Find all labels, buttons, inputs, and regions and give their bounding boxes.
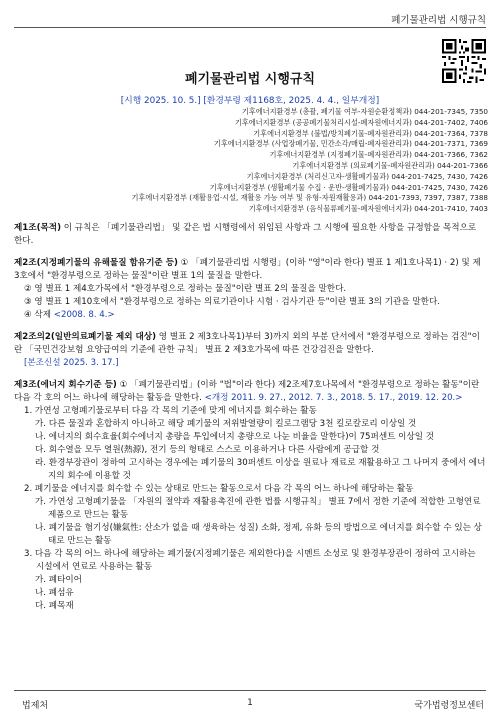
- amendment-history-link[interactable]: <개정 2011. 9. 27., 2012. 7. 3., 2018. 5. 17., 2019. 12. 20.>: [204, 393, 463, 403]
- list-item: 나. 에너지의 회수효율(회수에너지 총량을 투입에너지 총량으로 나눈 비율을 말한다)이 75퍼센트 이상일 것: [35, 432, 435, 442]
- article-text: ① 「폐기물관리법 시행령」(이하 "영"이라 한다) 별표 1 제1호나목1) · 2) 및 제3호에서 "환경부령으로 정하는 물질"이란 별표 1의 물질을 말한다.: [14, 258, 481, 281]
- contact-line: 기후에너지환경부 (불법/방치폐기물-폐자원관리과) 044-201-7364, 7378: [253, 128, 488, 138]
- contact-list: [131, 107, 488, 215]
- list-item: 1. 가연성 고형폐기물로부터 다음 각 목의 기준에 맞게 에너지를 회수하는 활동: [24, 406, 317, 416]
- article-3: [14, 379, 486, 613]
- page-number: 1: [247, 698, 253, 708]
- list-item: 가. 가연성 고형폐기물을 「자원의 절약과 재활용촉진에 관한 법률 시행규칙」 별표 7에서 정한 기준에 적합한 고형연료제품으로 만드는 활동: [35, 497, 481, 520]
- new-provision-note-link[interactable]: [본조신설 2025. 3. 17.]: [24, 358, 119, 368]
- contact-line: 기후에너지환경부 (생활폐기물 수집 · 운반-생활폐기물과) 044-201-7425, 7430, 7426: [209, 182, 488, 192]
- law-body: [14, 222, 486, 622]
- list-item: 3. 다음 각 목의 어느 하나에 해당하는 폐기물(지정폐기물은 제외한다)을 시멘트 소성로 및 환경부장관이 정하여 고시하는 시설에서 연료로 사용하는 활동: [24, 549, 476, 572]
- article-heading: 제3조(에너지 회수기준 등): [14, 380, 117, 390]
- footer-publisher: 국가법령정보센터: [414, 701, 484, 711]
- running-header-title: 폐기물관리법 시행규칙: [391, 15, 486, 26]
- list-item: 나. 폐기물을 혐기성(嫌氣性: 산소가 없을 때 생육하는 성질) 소화, 정제, 유화 등의 방법으로 에너지를 회수할 수 있는 상태로 만드는 활동: [35, 523, 482, 546]
- paragraph: ② 영 별표 1 제4호가목에서 "환경부령으로 정하는 물질"이란 별표 2의 물질을 말한다.: [24, 284, 347, 294]
- article-text: ① 「폐기물관리법」(이하 "법"이라 한다) 제2조제7호나목에서 "환경부령으로 정하는 활동"이란 다음 각 호의 어느 하나에 해당하는 활동을 말한다.: [14, 380, 480, 403]
- contact-line: 기후에너지환경부 (공공폐기물처리시설-폐자원에너지과) 044-201-7402, 7406: [234, 117, 488, 127]
- footer-divider: [14, 690, 486, 691]
- contact-line: 기후에너지환경부 (지정폐기물-폐자원관리과) 044-201-7366, 7362: [269, 150, 488, 160]
- paragraph-text: ④ 삭제: [24, 310, 54, 320]
- list-item: 나. 폐섬유: [35, 588, 74, 598]
- article-heading: 제2조의2(일반의료폐기물 제외 대상): [14, 332, 157, 342]
- article-heading: 제2조(지정폐기물의 유해물질 함유기준 등): [14, 258, 178, 268]
- list-item: 라. 환경부장관이 정하여 고시하는 경우에는 폐기물의 30퍼센트 이상을 원료나 재료로 재활용하고 그 나머지 중에서 에너지의 회수에 이용할 것: [35, 458, 486, 481]
- contact-line: 기후에너지환경부 (사업장폐기물, 민간소각/매립-폐자원관리과) 044-201-7371, 7369: [213, 139, 488, 149]
- article-2-2: [14, 331, 486, 370]
- article-1: [14, 222, 486, 248]
- paragraph: [14, 309, 486, 322]
- article-text: 영 별표 2 제3호나목1)부터 3)까지 외의 부분 단서에서 "환경부령으로 정하는 검진"이란 「국민건강보험 요양급여의 기준에 관한 규칙」 별표 2 제3호가목에 따른 건강검진을 말한다.: [14, 332, 480, 355]
- amendment-date-link[interactable]: <2008. 8. 4.>: [53, 310, 115, 320]
- contact-line: 기후에너지환경부 (처리신고자-생활폐기물과) 044-201-7425, 7430, 7426: [246, 171, 488, 181]
- contact-line: 기후에너지환경부 (음식물류폐기물-폐자원에너지과) 044-201-7410, 7403: [248, 204, 488, 214]
- header-divider: [14, 27, 486, 28]
- list-item: 가. 폐타이어: [35, 575, 82, 585]
- paragraph: ③ 영 별표 1 제10호에서 "환경부령으로 정하는 의료기관이나 시험 · 검사기관 등"이란 별표 3의 기관을 말한다.: [24, 297, 440, 307]
- article-2: [14, 257, 486, 322]
- contact-line: 기후에너지환경부 (총괄, 폐기물 여부-자원순환정책과) 044-201-7345, 7350: [241, 107, 488, 116]
- law-title: 폐기물관리법 시행규칙: [184, 72, 316, 87]
- list-item: 다. 폐목재: [35, 601, 74, 611]
- list-item: 2. 폐기물을 에너지를 회수할 수 있는 상태로 만드는 활동으로서 다음 각 목의 어느 하나에 해당하는 활동: [24, 484, 414, 494]
- article-heading: 제1조(목적): [14, 223, 62, 233]
- footer-source: 법제처: [22, 701, 49, 711]
- enforcement-info-link[interactable]: [시행 2025. 10. 5.] [환경부령 제1168호, 2025. 4. 4., 일부개정]: [120, 96, 380, 106]
- contact-line: 기후에너지환경부 (재활용업·시설, 재활용 가능 여부 및 유형-자원재활용과) 044-201-7393, 7397, 7387, 7388: [131, 193, 488, 203]
- contact-line: 기후에너지환경부 (의료폐기물-폐자원관리과) 044-201-7366: [292, 160, 488, 170]
- article-text: 이 규칙은 「폐기물관리법」 및 같은 법 시행령에서 위임된 사항과 그 시행에 필요한 사항을 규정함을 목적으로 한다.: [14, 223, 477, 246]
- list-item: 다. 회수열을 모두 열원(熱源), 전기 등의 형태로 스스로 이용하거나 다른 사람에게 공급할 것: [35, 445, 380, 455]
- list-item: 가. 다른 물질과 혼합하지 아니하고 해당 폐기물의 저위발열량이 킬로그램당 3천 킬로칼로리 이상일 것: [35, 419, 417, 429]
